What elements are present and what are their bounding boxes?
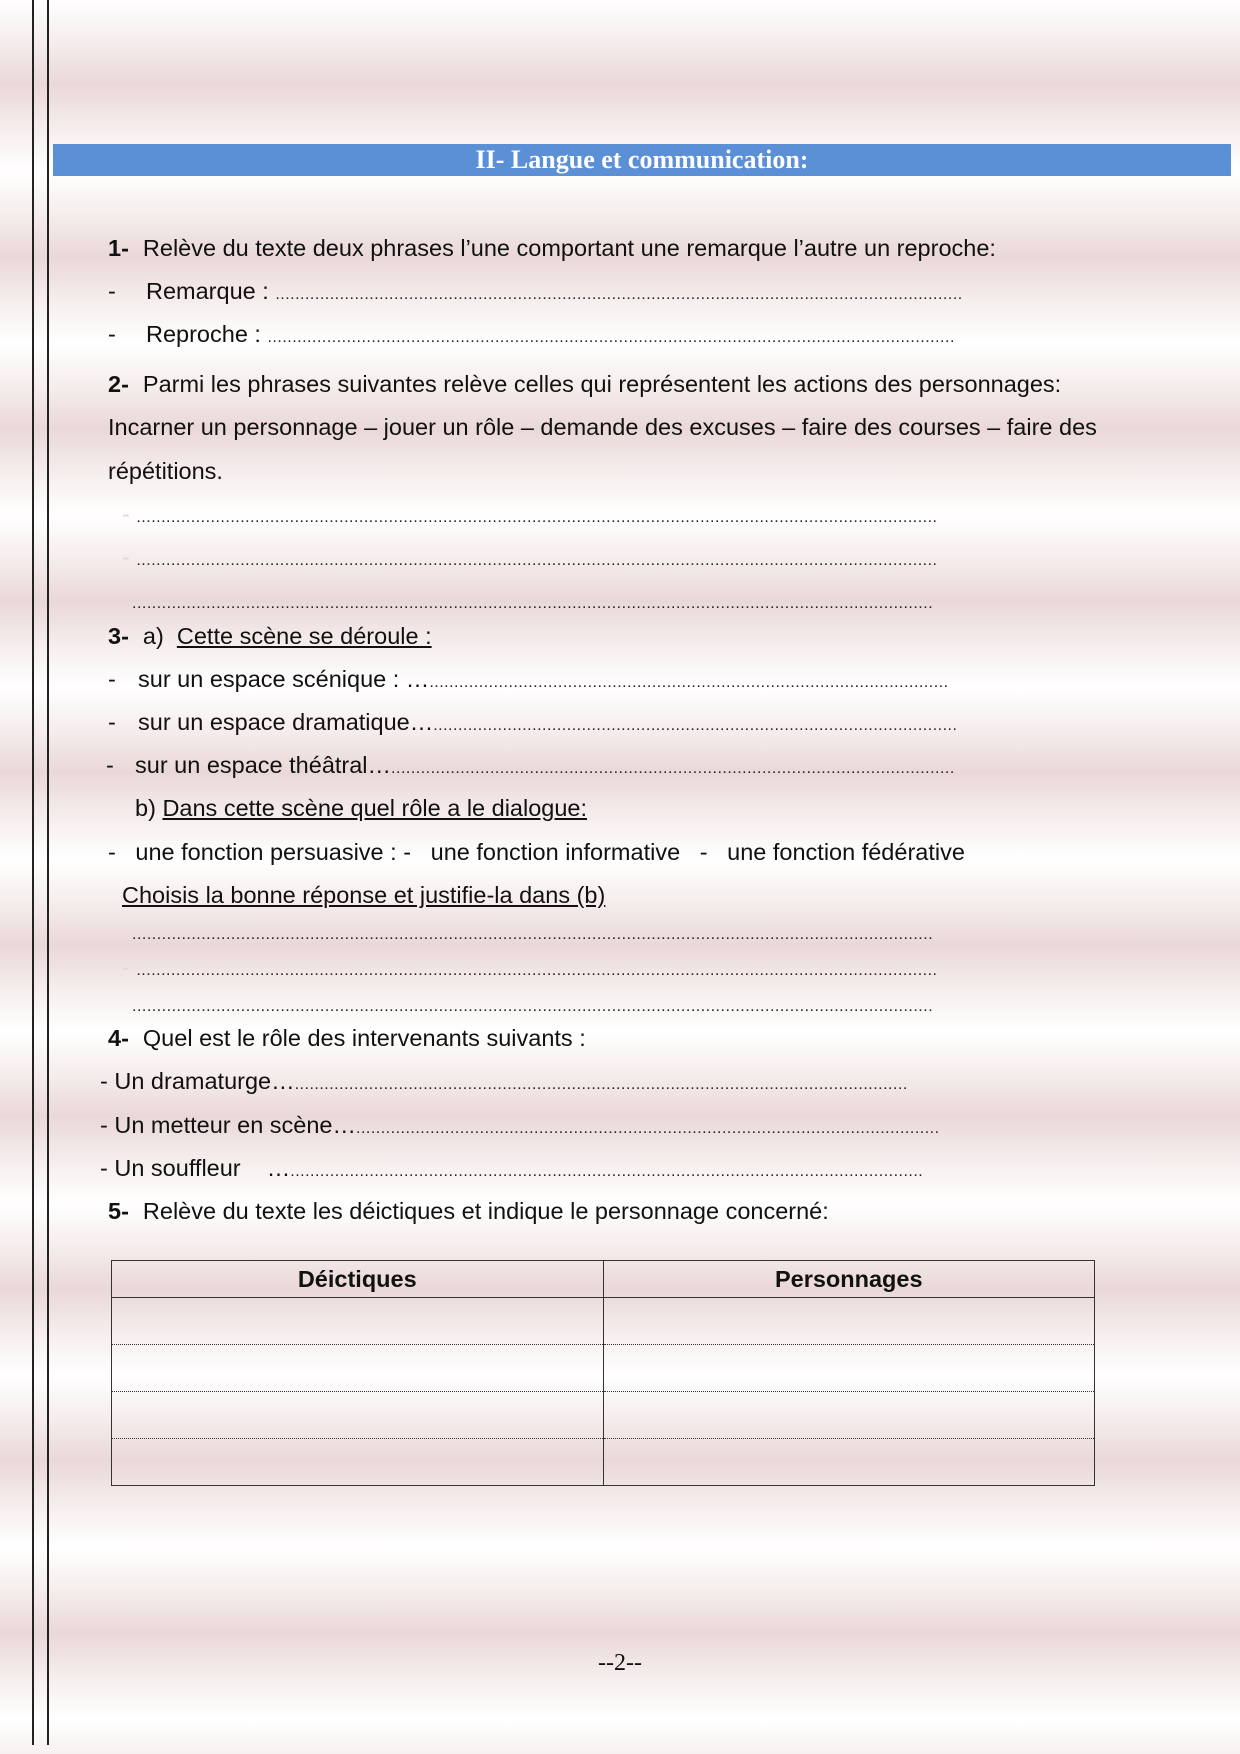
- col-header-deictiques: Déictiques: [112, 1261, 604, 1298]
- q3-item-1: [108, 664, 949, 698]
- q3-answer-line-3: [132, 988, 933, 1022]
- q2-answer-line-3: [132, 585, 933, 619]
- table-row: [112, 1345, 1095, 1392]
- q3-a-title: Cette scène se déroule :: [176, 623, 432, 649]
- q3-answer-line-2: - ..................................................................................................................................................................: [122, 954, 938, 980]
- q3-item-1-label: sur un espace scénique : …: [138, 666, 430, 692]
- q3-item-2-label: sur un espace dramatique…: [138, 709, 434, 735]
- q4-line: [108, 1023, 586, 1053]
- q4-item-2-label: - Un metteur en scène…: [100, 1112, 356, 1138]
- q3-b-title: Dans cette scène quel rôle a le dialogue:: [162, 795, 588, 821]
- table-cell-deictique[interactable]: [112, 1439, 604, 1486]
- table-cell-personnage[interactable]: [603, 1439, 1095, 1486]
- q4-number: 4-: [108, 1025, 129, 1051]
- q3-answer-line-1: [132, 916, 933, 950]
- q3-item-2-answer[interactable]: ..........................................................................................................: [433, 717, 958, 734]
- q4-text: Quel est le rôle des intervenants suivants :: [142, 1025, 586, 1051]
- q1-reproche-answer[interactable]: ...........................................................................................................................................: [267, 329, 955, 346]
- q3-instruction: Choisis la bonne réponse et justifie-la dans (b): [122, 882, 606, 908]
- q2-answer-3[interactable]: ..................................................................................................................................................................: [132, 595, 934, 612]
- table-row: [112, 1392, 1095, 1439]
- q2-answer-2[interactable]: ..................................................................................................................................................................: [136, 552, 938, 569]
- q1-text: Relève du texte deux phrases l’une comportant une remarque l’autre un reproche:: [142, 235, 996, 261]
- table-cell-personnage[interactable]: [603, 1298, 1095, 1345]
- q3-answer-1[interactable]: ..................................................................................................................................................................: [132, 926, 934, 943]
- q3-a-prefix: a): [142, 623, 164, 649]
- table-row: [112, 1298, 1095, 1345]
- q3-item-3-label: sur un espace théâtral…: [135, 752, 392, 778]
- q3-item-3: [106, 750, 955, 784]
- q1-reproche-line: [108, 319, 955, 353]
- q3-line: [108, 621, 432, 651]
- q3-b-prefix: b): [135, 795, 156, 821]
- table-cell-personnage[interactable]: [603, 1345, 1095, 1392]
- q3-answer-3[interactable]: ..................................................................................................................................................................: [132, 998, 934, 1015]
- q1-remarque-answer[interactable]: ...........................................................................................................................................: [275, 286, 963, 303]
- q4-item-3-answer[interactable]: ................................................................................................................................: [290, 1163, 924, 1180]
- q1-remarque-label: Remarque :: [146, 278, 269, 304]
- q4-item-1: [100, 1066, 908, 1100]
- q1-number: 1-: [108, 235, 129, 261]
- q3-answer-2[interactable]: ..................................................................................................................................................................: [136, 962, 938, 979]
- q4-item-3-label: - Un souffleur …: [100, 1155, 291, 1181]
- table-row: [112, 1439, 1095, 1486]
- q2-line-2: Incarner un personnage – jouer un rôle – demande des excuses – faire des courses – faire des: [108, 414, 1097, 440]
- q2-answer-1[interactable]: ..................................................................................................................................................................: [136, 509, 938, 526]
- col-header-personnages: Personnages: [603, 1261, 1095, 1298]
- q5-number: 5-: [108, 1198, 129, 1224]
- q2-line-3: répétitions.: [108, 458, 223, 484]
- q2-number: 2-: [108, 371, 129, 397]
- q3-functions: - une fonction persuasive : - une fonction informative - une fonction fédérative: [108, 839, 965, 865]
- q2-line: [108, 369, 1061, 399]
- q3-item-1-answer[interactable]: .........................................................................................................: [429, 674, 949, 691]
- section-header: II- Langue et communication:: [53, 144, 1231, 176]
- q1-remarque-dash: -: [108, 278, 116, 304]
- q4-item-2-answer[interactable]: ......................................................................................................................: [356, 1120, 940, 1137]
- q3-item-1-dash: -: [108, 666, 116, 692]
- q2-answer-line-2: - ..................................................................................................................................................................: [122, 544, 938, 570]
- q4-item-2: [100, 1110, 940, 1144]
- table-cell-deictique[interactable]: [112, 1298, 604, 1345]
- table-cell-deictique[interactable]: [112, 1345, 604, 1392]
- table-cell-personnage[interactable]: [603, 1392, 1095, 1439]
- q1-remarque-line: [108, 276, 963, 310]
- q3-number: 3-: [108, 623, 129, 649]
- q1-line: [108, 233, 996, 263]
- q4-item-1-label: - Un dramaturge…: [100, 1068, 295, 1094]
- q3-item-3-answer[interactable]: ..................................................................................................................: [391, 760, 955, 777]
- q3-item-2: [108, 707, 957, 741]
- q1-reproche-label: Reproche :: [146, 321, 261, 347]
- q2-answer-line-1: - ..................................................................................................................................................................: [122, 501, 938, 527]
- margin-line-inner: [47, 0, 49, 1745]
- margin-line-outer: [32, 0, 34, 1745]
- q5-line: [108, 1196, 829, 1226]
- deictiques-table: [111, 1260, 1095, 1486]
- q3-item-3-dash: -: [106, 752, 114, 778]
- q4-item-1-answer[interactable]: ............................................................................................................................: [294, 1076, 908, 1093]
- q3-b-line: [135, 793, 587, 823]
- q5-text: Relève du texte les déictiques et indique le personnage concerné:: [142, 1198, 829, 1224]
- page-number: --2--: [598, 1650, 642, 1676]
- q4-item-3: [100, 1153, 923, 1187]
- table-cell-deictique[interactable]: [112, 1392, 604, 1439]
- q3-item-2-dash: -: [108, 709, 116, 735]
- q1-reproche-dash: -: [108, 321, 116, 347]
- q2-text: Parmi les phrases suivantes relève celles qui représentent les actions des personnages:: [142, 371, 1062, 397]
